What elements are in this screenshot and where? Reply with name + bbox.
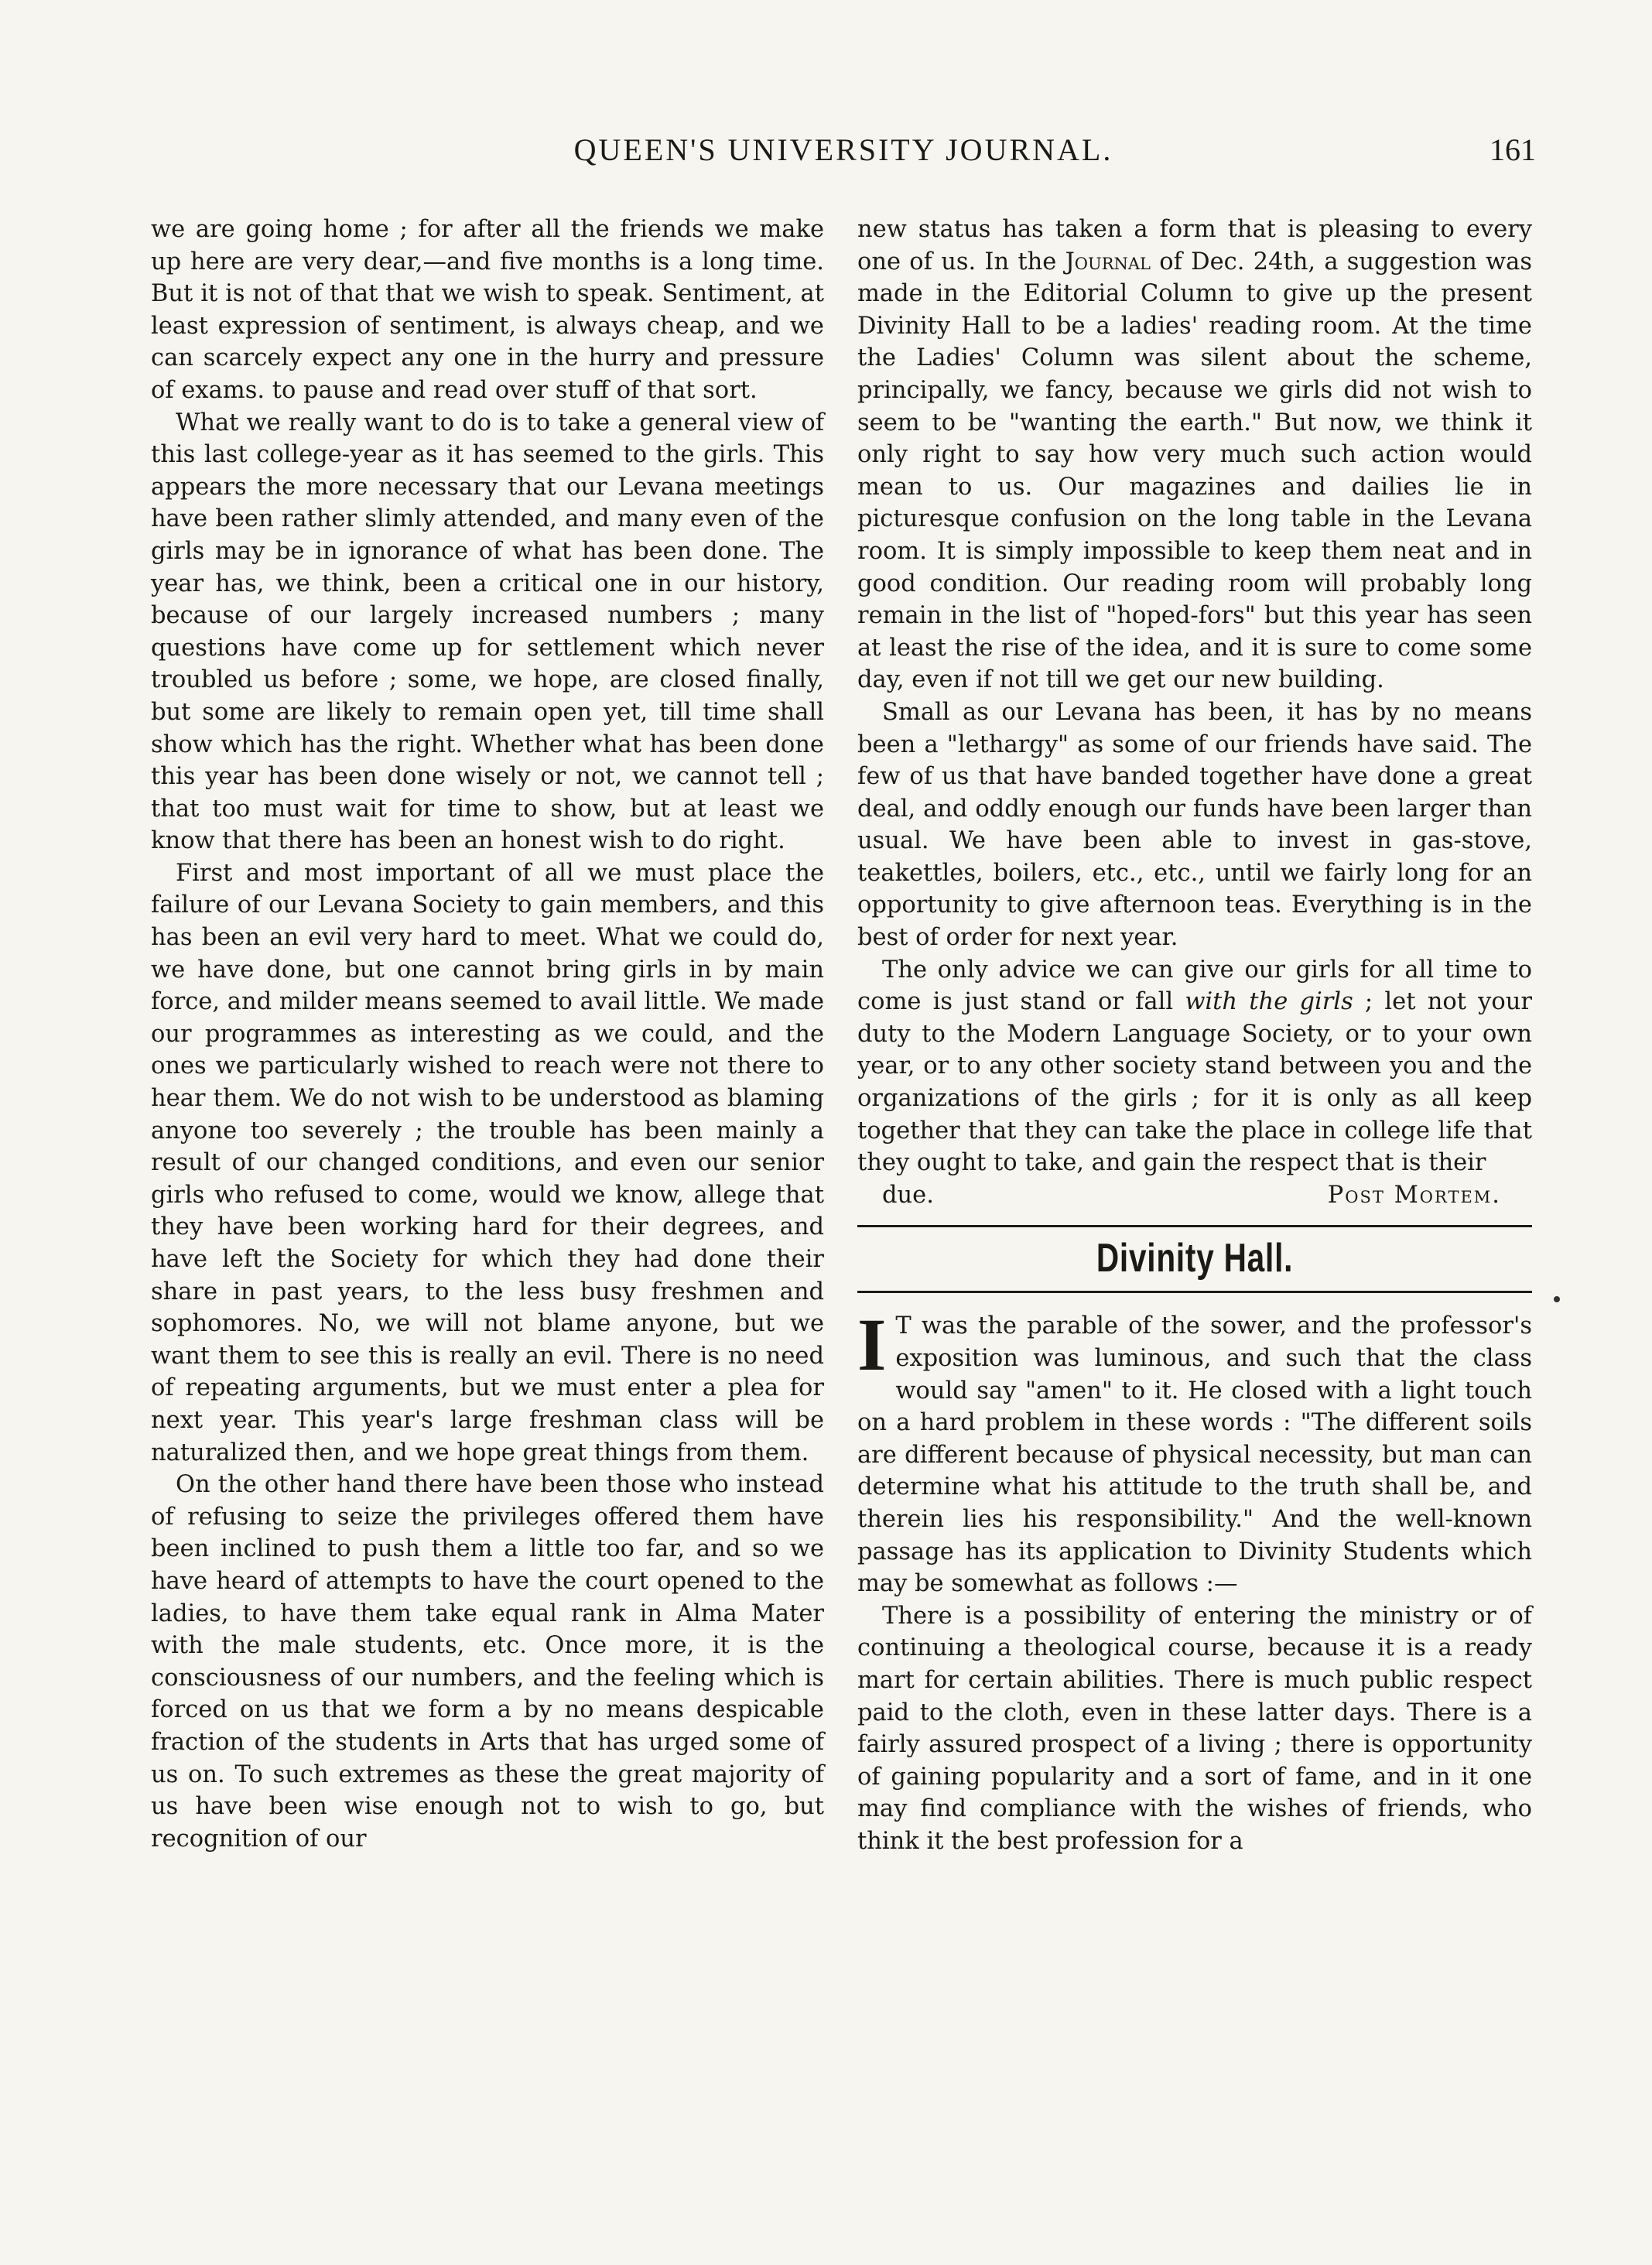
page-header (151, 132, 1536, 186)
section-heading (857, 1225, 1532, 1293)
divider (857, 1291, 1532, 1293)
paragraph (857, 1303, 1532, 1600)
signoff-line (857, 1179, 1532, 1212)
ink-speck (1554, 1296, 1560, 1302)
text-run: new status has taken a form that is pleasing to every one of us. In the (857, 216, 1532, 275)
drop-cap: I (857, 1303, 887, 1387)
closing-word: due. (882, 1181, 934, 1209)
text-run: of Dec. 24th, a suggestion was made in the Editorial Column to give up the present Divinity Hall to be a ladies' reading room. At the time the Ladies' Column was silent about the scheme, principally, we fancy, because we girls did not wish to seem to be "wanting the earth." But now, we think it only right to say how very much such action would mean to us. Our magazines and dailies lie in picturesque confusion on the long table in the Levana room. It is simply impossible to keep them neat and in good condition. Our reading room will probably long remain in the list of "hoped-fors" but this year has seen at least the rise of the idea, and it is sure to come some day, even if not till we get our new building. (857, 248, 1532, 694)
paragraph: Small as our Levana has been, it has by no means been a "lethargy" as some of our friends have said. The few of us that have banded together have done a great deal, and oddly enough our funds have been larger than usual. We have been able to invest in gas-stove, teakettles, boilers, etc., etc., until we fairly long for an opportunity to give afternoon teas. Everything is in the best of order for next year. (857, 698, 1532, 952)
paragraph: First and most important of all we must place the failure of our Levana Society to gain members, and this has been an evil very hard to meet. What we could do, we have done, but one cannot bring girls in by main force, and milder means seemed to avail little. We made our programmes as interesting as we could, and the ones we particularly wished to reach were not there to hear them. We do not wish to be understood as blaming anyone too severely ; the trouble has been mainly a result of our changed conditions, and even our senior girls who refused to come, would we know, allege that they have been working hard for their degrees, and have left the Society for which they had done their share in past years, to the less busy freshmen and sophomores. No, we will not blame anyone, but we want them to see this is really an evil. There is no need of repeating arguments, but we must enter a plea for next year. This year's large freshman class will be naturalized then, and we hope great things from them. (151, 859, 824, 1466)
section-title: Divinity Hall. (1096, 1236, 1294, 1281)
text-run: ; let not your duty to the Modern Language Society, or to your own year, or to any other society stand between you and the organizations of the girls ; for it is only as all keep together that they can take the place in college life that they ought to take, and gain the respect that is their (857, 988, 1532, 1177)
journal-title: Journal (1065, 248, 1151, 275)
emphasis: with the girls (1185, 988, 1353, 1016)
left-column (151, 214, 824, 1855)
paragraph: There is a possibility of entering the ministry or of continuing a theological course, because it is a ready mart for certain abilities. There is much public respect paid to the cloth, even in these latter days. There is a fairly assured prospect of a living ; there is opportunity of gaining popularity and a sort of fame, and in it one may find compliance with the wishes of friends, who think it the best profession for a (857, 1602, 1532, 1855)
paragraph (857, 214, 1532, 696)
paragraph: What we really want to do is to take a general view of this last college-year as it has seemed to the girls. This appears the more necessary that our Levana meetings have been rather slimly attended, and many even of the girls may be in ignorance of what has been done. The year has, we think, been a critical one in our history, because of our largely increased numbers ; many questions have come up for settlement which never troubled us before ; some, we hope, are closed finally, but some are likely to remain open yet, till time shall show which has the right. Whether what has been done this year has been done wisely or not, we cannot tell ; that too must wait for time to show, but at least we know that there has been an honest wish to do right. (151, 409, 824, 855)
page-number: 161 (1490, 132, 1536, 167)
paragraph: On the other hand there have been those who instead of refusing to seize the privileges offered them have been inclined to push them a little too far, and so we have heard of attempts to have the court opened to the ladies, to have them take equal rank in Alma Mater with the male students, etc. Once more, it is the consciousness of our numbers, and the feeling which is forced on us that we form a by no means despicable fraction of the students in Arts that has urged some of us on. To such extremes as these the great majority of us have been wise enough not to wish to go, but recognition of our (151, 1471, 824, 1853)
paragraph (857, 954, 1532, 1179)
signature: Post Mortem. (1327, 1181, 1501, 1209)
right-column (857, 214, 1532, 1858)
paragraph: we are going home ; for after all the friends we make up here are very dear,—and five months is a long time. But it is not of that that we wish to speak. Sentiment, at least expression of sentiment, is always cheap, and we can scarcely expect any one in the hurry and pressure of exams. to pause and read over stuff of that sort. (151, 216, 824, 404)
text-run: The only advice we can give our girls for all time to come is just stand or fall (857, 956, 1532, 1016)
text-run: T was the parable of the sower, and the professor's exposition was luminous, and such that the class would say "amen" to it. He closed with a light touch on a hard problem in these words : "The different soils are different because of physical necessity, but man can determine what his attitude to the truth shall be, and therein lies his responsibility." And the well-known passage has its application to Divinity Students which may be somewhat as follows :— (857, 1312, 1532, 1598)
running-title: QUEEN'S UNIVERSITY JOURNAL. (573, 132, 1113, 167)
